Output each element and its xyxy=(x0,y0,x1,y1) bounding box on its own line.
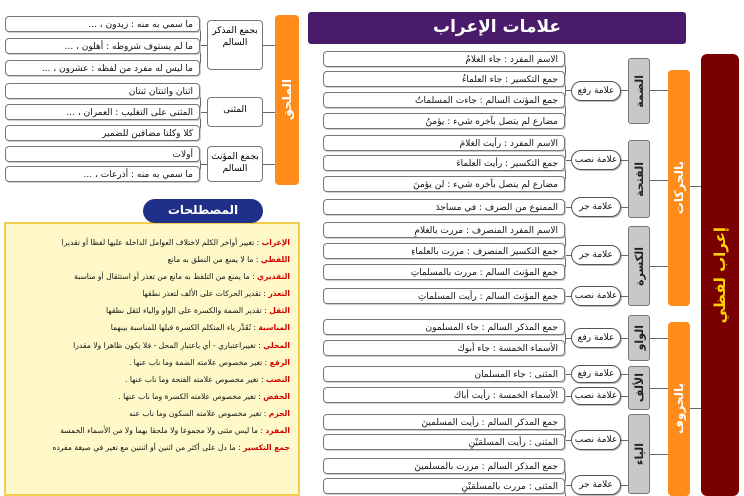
mulhaq-masc-item-2: ما لم يستوف شروطه : أهلون ، ... xyxy=(5,38,200,54)
damma-node xyxy=(628,58,650,124)
term-row: النصب : تغير مخصوص علامته الفتحة وما ناب عنها . xyxy=(125,374,290,384)
mulhaq-masc-item-1: ما سمي به منه : زيدون ، ... xyxy=(5,16,200,32)
kasra-nasb-item: جمع المؤنث السالم : رأيت المسلماتِ xyxy=(323,288,565,304)
kasra-item-2: جمع التكسير المنصرف : مررت بالعلماءِ xyxy=(323,243,565,259)
connector xyxy=(650,338,668,339)
term-row: التقديري : ما يمنع من التلفظ به مانع من تعذر أو استثقال أو مناسبة xyxy=(74,272,290,282)
term-row: المحلي : تغييراعتباري - أي باعتبار المحل - فلا يكون ظاهرا ولا مقدرا xyxy=(73,340,290,350)
damma-item-2: جمع التكسير : جاء العلماءُ xyxy=(323,71,565,87)
mulhaq-group-fem-label: بجمع المؤنث السالم xyxy=(211,152,259,174)
connector xyxy=(650,388,668,389)
connector xyxy=(565,338,571,339)
term-row: التعذر : تقدير الحركات على الألف لتعذر نطقها xyxy=(142,289,290,299)
damma-item-3: جمع المؤنث السالم : جاءت المسلماتُ xyxy=(323,92,565,108)
root-label: إعراب لفظي xyxy=(711,226,729,324)
connector xyxy=(200,112,207,113)
fatha-item-3: مضارع لم يتصل بآخره شيء : لن يؤمنَ xyxy=(323,176,565,192)
connector xyxy=(690,186,701,187)
mulhaq-masc-item-3: ما ليس له مفرد من لفظه : عشرون ، ... xyxy=(5,60,200,76)
waw-label: الواو xyxy=(632,325,646,351)
root-verbal-irab xyxy=(701,54,739,496)
alif-label: الألف xyxy=(632,373,646,403)
kasra-item-1: الاسم المفرد المنصرف : مررت بالغلامِ xyxy=(323,222,565,238)
connector xyxy=(621,90,628,91)
fatha-sign-jarr: علامة جر xyxy=(571,197,621,217)
waw-item-2: الأسماء الخمسة : جاء أبوك xyxy=(323,340,565,356)
mulhaq-group-masc xyxy=(207,20,263,70)
kasra-node xyxy=(628,226,650,306)
connector xyxy=(565,296,571,297)
connector xyxy=(565,396,571,397)
term-row: المفرد : ما ليس مثنى ولا مجموعا ولا ملحقا بهما ولا من الأسماء الخمسة xyxy=(60,426,290,436)
waw-sign: علامة رفع xyxy=(571,328,621,348)
bracket xyxy=(565,140,566,186)
term-row: الإعراب : تغيير أواخر الكلم لاختلاف العوامل الداخلة عليها لفظا أو تقديرا xyxy=(61,238,290,247)
ya-sign-jarr: علامة جر xyxy=(571,475,621,495)
mulhaq-group-dual-label: المثنى xyxy=(223,105,247,115)
connector xyxy=(621,338,628,339)
fatha-item-2: جمع التكسير : رأيت العلماءَ xyxy=(323,155,565,171)
connector xyxy=(565,485,571,486)
waw-node xyxy=(628,315,650,361)
bracket xyxy=(565,59,566,124)
connector xyxy=(565,255,571,256)
connector xyxy=(621,485,628,486)
fatha-sign-nasb: علامة نصب xyxy=(571,150,621,170)
main-title: علامات الإعراب xyxy=(308,12,686,44)
kasra-sign-jarr: علامة جر xyxy=(571,245,621,265)
mulhaq-fem-item-2: ما سمي به منه : أذرعات ، ... xyxy=(5,166,200,182)
mulhaq-group-dual xyxy=(207,97,263,127)
fatha-label: الفتحة xyxy=(632,161,646,197)
term-row: اللفظي : ما لا يمنع من النطق به مانع xyxy=(167,255,290,265)
huruf-branch xyxy=(668,322,690,496)
connector xyxy=(263,45,275,46)
term-row: المناسبة : تُقَدَّر ياء المتكلم الكسرة قبلها للمناسبة بينهما xyxy=(110,323,290,333)
harakat-branch xyxy=(668,70,690,306)
mulhaq-fem-item-1: أولات xyxy=(5,146,200,162)
term-row: جمع التكسير : ما دل على أكثر من اثنين أو اثنتين مع تغير في صيغة مفرده xyxy=(52,443,290,453)
alif-raf-item: المثنى : جاء المسلمان xyxy=(323,366,565,382)
kasra-item-3: جمع المؤنث السالم : مررت بالمسلماتِ xyxy=(323,264,565,280)
kasra-label: الكسرة xyxy=(632,246,646,286)
connector xyxy=(621,255,628,256)
mulhaq-dual-item-3: كلا وكلتا مضافين للضمير xyxy=(5,125,200,141)
term-row: الجزم : تغير مخصوص علامته السكون وما ناب عنه xyxy=(129,408,290,418)
term-row: الرفع : تغير مخصوص علامته الضمة وما ناب عنها . xyxy=(128,357,290,367)
connector xyxy=(690,408,701,409)
harakat-label: بالحركات xyxy=(672,161,686,215)
fatha-jarr-item: الممنوع من الصرف : في مساجدَ xyxy=(323,199,565,215)
connector xyxy=(565,207,571,208)
ya-nasb-item-1: جمع المذكر السالم : رأيت المسلمينَ xyxy=(323,414,565,430)
terms-title: المصطلحات xyxy=(143,199,263,223)
connector xyxy=(650,90,668,91)
connector xyxy=(650,266,668,267)
connector xyxy=(263,164,275,165)
ya-node xyxy=(628,414,650,494)
damma-sign: علامة رفع xyxy=(571,81,621,101)
bracket xyxy=(565,229,566,273)
mulhaq-group-masc-label: بجمع المذكر السالم xyxy=(212,26,258,48)
bracket xyxy=(200,24,201,68)
connector xyxy=(650,180,668,181)
mulhaq-dual-item-2: المثنى على التغليب : العمران ، ... xyxy=(5,104,200,120)
connector xyxy=(200,45,207,46)
connector xyxy=(650,454,668,455)
fatha-item-1: الاسم المفرد : رأيت الغلامَ xyxy=(323,135,565,151)
fatha-node xyxy=(628,140,650,218)
alif-sign-raf: علامة رفع xyxy=(571,365,621,383)
huruf-label: بالحروف xyxy=(672,383,686,435)
connector xyxy=(565,374,571,375)
ya-sign-nasb: علامة نصب xyxy=(571,430,621,450)
connector xyxy=(621,207,628,208)
connector xyxy=(621,160,628,161)
connector xyxy=(565,90,571,91)
damma-item-1: الاسم المفرد : جاء الغلامُ xyxy=(323,51,565,67)
alif-nasb-item: الأسماء الخمسة : رأيت أباك xyxy=(323,387,565,403)
term-row: الثقل : تقدير الضمة والكسرة على الواو والياء لثقل نطقها xyxy=(106,306,290,316)
mulhaq-dual-item-1: اثنان واثنتان ثنتان xyxy=(5,83,200,99)
waw-item-1: جمع المذكر السالم : جاء المسلمون xyxy=(323,319,565,335)
bracket xyxy=(565,466,566,496)
connector xyxy=(621,374,628,375)
mulhaq-label: الملحق xyxy=(280,79,294,121)
term-row: الخفض : تغير مخصوص علامته الكسرة وما ناب عنها . xyxy=(118,391,290,401)
alif-node xyxy=(628,366,650,410)
connector xyxy=(263,112,275,113)
connector xyxy=(621,440,628,441)
ya-jarr-item-1: جمع المذكر السالم : مررت بالمسلمينَ xyxy=(323,458,565,474)
mulhaq-group-fem xyxy=(207,146,263,182)
ya-nasb-item-2: المثنى : رأيت المسلمَيْنِ xyxy=(323,434,565,450)
connector xyxy=(200,164,207,165)
alif-sign-nasb: علامة نصب xyxy=(571,387,621,405)
connector xyxy=(565,160,571,161)
ya-jarr-item-2: المثنى : مررت بالمسلمَيْنِ xyxy=(323,478,565,494)
connector xyxy=(621,296,628,297)
damma-label: الضمة xyxy=(632,74,646,108)
terms-panel xyxy=(4,222,300,496)
ya-label: الياء xyxy=(632,442,646,466)
mulhaq-node xyxy=(275,15,299,185)
damma-item-4: مضارع لم يتصل بآخره شيء : يؤمنُ xyxy=(323,113,565,129)
kasra-sign-nasb: علامة نصب xyxy=(571,286,621,306)
connector xyxy=(565,440,571,441)
connector xyxy=(621,396,628,397)
